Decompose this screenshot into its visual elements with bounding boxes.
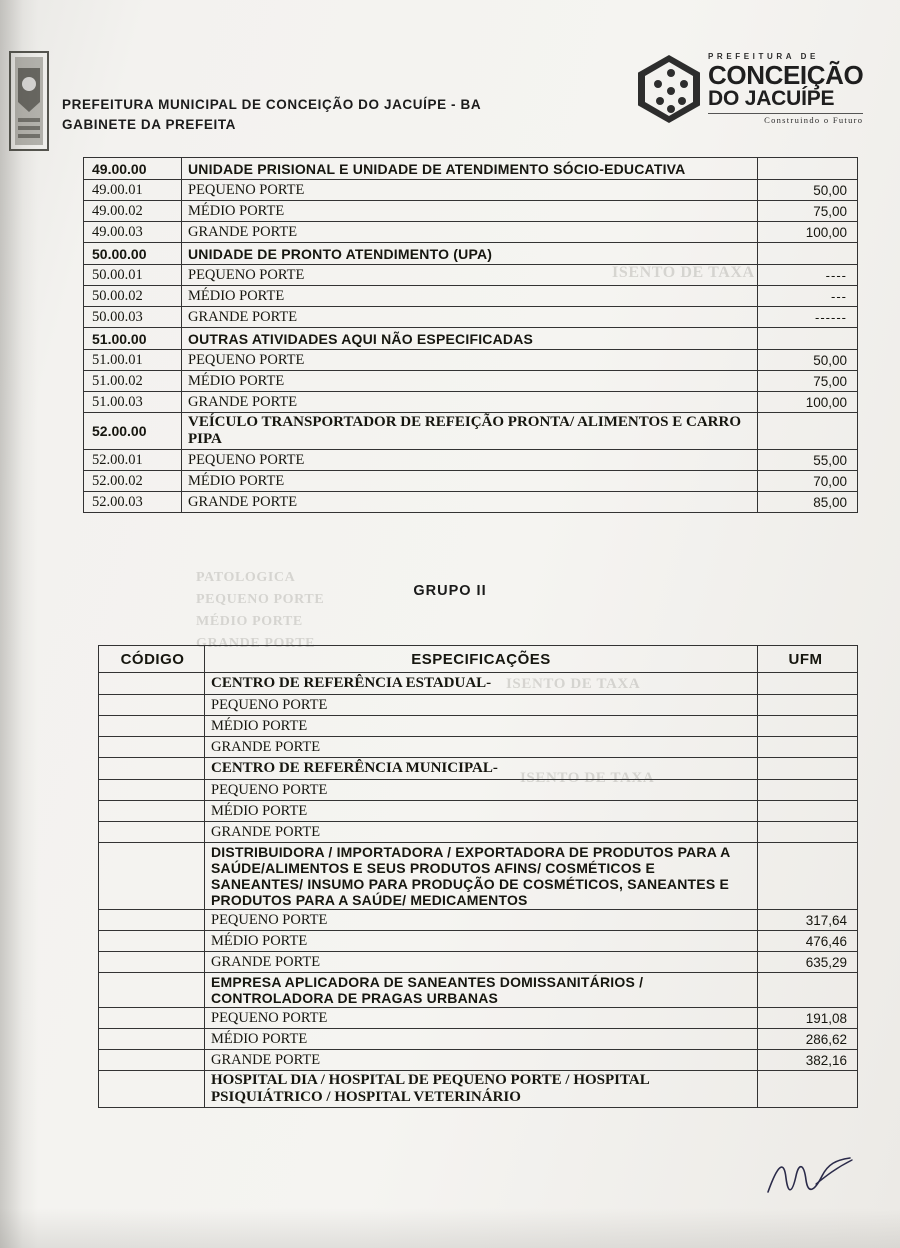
cell-value	[758, 737, 858, 758]
cell-code: 49.00.01	[84, 180, 182, 201]
logo-hexagon-icon	[638, 55, 700, 123]
cell-value	[758, 780, 858, 801]
table-row	[84, 471, 858, 492]
cell-code	[99, 695, 205, 716]
cell-code	[99, 780, 205, 801]
cell-value: 286,62	[758, 1029, 858, 1050]
table-row	[99, 822, 858, 843]
table-row	[84, 265, 858, 286]
cell-value	[758, 413, 858, 450]
cell-value: 476,46	[758, 931, 858, 952]
cell-specification: GRANDE PORTE	[182, 492, 758, 513]
logo-title: CONCEIÇÃO	[708, 60, 864, 91]
cell-specification: PEQUENO PORTE	[205, 910, 758, 931]
table-row	[84, 307, 858, 328]
table-row	[99, 910, 858, 931]
cell-specification: EMPRESA APLICADORA DE SANEANTES DOMISSANITÁRIOS / CONTROLADORA DE PRAGAS URBANAS	[205, 973, 758, 1008]
cell-code: 52.00.01	[84, 450, 182, 471]
table-row	[99, 737, 858, 758]
city-logo	[638, 52, 878, 126]
cell-value: 635,29	[758, 952, 858, 973]
cell-specification: MÉDIO PORTE	[205, 716, 758, 737]
bleed-through-text: PATOLOGICA	[196, 570, 296, 585]
cell-code	[99, 1071, 205, 1108]
bleed-through-text: GRANDE PORTE	[196, 636, 316, 651]
table-row	[99, 1029, 858, 1050]
cell-code: 49.00.02	[84, 201, 182, 222]
cell-specification: UNIDADE PRISIONAL E UNIDADE DE ATENDIMENTO SÓCIO-EDUCATIVA	[182, 158, 758, 180]
cell-specification: GRANDE PORTE	[205, 737, 758, 758]
cell-specification: VEÍCULO TRANSPORTADOR DE REFEIÇÃO PRONTA/ ALIMENTOS E CARRO PIPA	[182, 413, 758, 450]
cell-value: ---	[758, 286, 858, 307]
cell-specification: GRANDE PORTE	[205, 952, 758, 973]
cell-specification: GRANDE PORTE	[182, 392, 758, 413]
cell-specification: GRANDE PORTE	[205, 1050, 758, 1071]
table-row	[84, 201, 858, 222]
table-row	[84, 328, 858, 350]
municipal-crest-icon	[6, 48, 52, 154]
cell-code	[99, 822, 205, 843]
document-header	[62, 95, 481, 135]
signature-mark	[764, 1154, 854, 1200]
cell-value: 55,00	[758, 450, 858, 471]
cell-specification: DISTRIBUIDORA / IMPORTADORA / EXPORTADORA DE PRODUTOS PARA A SAÚDE/ALIMENTOS E SEUS PRODUTOS AFINS/ COSMÉTICOS E SANEANTES/ INSUMO PARA PRODUÇÃO DE COSMÉTICOS, SANEANTES E PRODUTOS PARA A SAÚDE/ MEDICAMENTOS	[205, 843, 758, 910]
cell-specification: PEQUENO PORTE	[205, 780, 758, 801]
cell-code	[99, 1050, 205, 1071]
cell-code: 50.00.01	[84, 265, 182, 286]
cell-specification: GRANDE PORTE	[205, 822, 758, 843]
cell-specification: MÉDIO PORTE	[182, 471, 758, 492]
table-row	[84, 180, 858, 201]
header-line-1: PREFEITURA MUNICIPAL DE CONCEIÇÃO DO JACUÍPE - BA	[62, 97, 482, 112]
bleed-through-text: ISENTO DE TAXA	[506, 676, 641, 692]
table-row	[99, 1008, 858, 1029]
table-row	[84, 158, 858, 180]
group-title: GRUPO II	[413, 583, 487, 599]
cell-value: 50,00	[758, 350, 858, 371]
bleed-through-text: ISENTO DE TAXA	[612, 264, 755, 281]
cell-specification: MÉDIO PORTE	[182, 371, 758, 392]
table-row	[84, 492, 858, 513]
cell-code: 52.00.03	[84, 492, 182, 513]
cell-code	[99, 1029, 205, 1050]
cell-code: 49.00.03	[84, 222, 182, 243]
table-row	[99, 758, 858, 780]
table-row	[99, 780, 858, 801]
cell-code	[99, 716, 205, 737]
table-row	[84, 350, 858, 371]
table-row	[84, 392, 858, 413]
cell-specification: PEQUENO PORTE	[182, 180, 758, 201]
cell-code: 50.00.03	[84, 307, 182, 328]
cell-code: 51.00.03	[84, 392, 182, 413]
cell-specification: UNIDADE DE PRONTO ATENDIMENTO (UPA)	[182, 243, 758, 265]
cell-value	[758, 673, 858, 695]
cell-code: 50.00.02	[84, 286, 182, 307]
table-row	[99, 716, 858, 737]
cell-specification: OUTRAS ATIVIDADES AQUI NÃO ESPECIFICADAS	[182, 328, 758, 350]
cell-code	[99, 843, 205, 910]
cell-specification: GRANDE PORTE	[182, 222, 758, 243]
cell-specification: PEQUENO PORTE	[182, 450, 758, 471]
table-row	[84, 222, 858, 243]
table-row	[99, 843, 858, 910]
cell-value	[758, 758, 858, 780]
cell-code	[99, 931, 205, 952]
table-group-ii	[98, 645, 858, 1108]
cell-specification: MÉDIO PORTE	[205, 801, 758, 822]
cell-value: 382,16	[758, 1050, 858, 1071]
table-row	[99, 673, 858, 695]
cell-specification: PEQUENO PORTE	[182, 265, 758, 286]
cell-value	[758, 695, 858, 716]
cell-value: 191,08	[758, 1008, 858, 1029]
table-row	[99, 1050, 858, 1071]
cell-value	[758, 973, 858, 1008]
cell-value	[758, 716, 858, 737]
column-header-code: CÓDIGO	[99, 646, 205, 673]
cell-code	[99, 952, 205, 973]
table-row	[99, 952, 858, 973]
logo-tagline: Construindo o Futuro	[708, 113, 863, 125]
cell-value	[758, 328, 858, 350]
cell-value: 85,00	[758, 492, 858, 513]
bleed-through-text: PEQUENO PORTE	[196, 592, 325, 607]
cell-specification: MÉDIO PORTE	[205, 1029, 758, 1050]
cell-value: 75,00	[758, 371, 858, 392]
table-row	[84, 413, 858, 450]
page-bottom-shadow	[0, 1208, 900, 1248]
cell-code	[99, 673, 205, 695]
table-row	[99, 931, 858, 952]
cell-specification: PEQUENO PORTE	[182, 350, 758, 371]
cell-value	[758, 843, 858, 910]
cell-specification: GRANDE PORTE	[182, 307, 758, 328]
cell-value: 100,00	[758, 222, 858, 243]
cell-value: 100,00	[758, 392, 858, 413]
cell-code: 52.00.00	[84, 413, 182, 450]
table-row	[99, 801, 858, 822]
cell-value	[758, 801, 858, 822]
table-row	[84, 243, 858, 265]
cell-specification: MÉDIO PORTE	[182, 201, 758, 222]
table-row	[84, 450, 858, 471]
cell-code	[99, 737, 205, 758]
table-row	[99, 973, 858, 1008]
table-row	[84, 371, 858, 392]
table-row	[84, 286, 858, 307]
cell-value	[758, 822, 858, 843]
cell-code: 51.00.02	[84, 371, 182, 392]
cell-code: 51.00.00	[84, 328, 182, 350]
table-row	[99, 1071, 858, 1108]
cell-code	[99, 910, 205, 931]
cell-code	[99, 1008, 205, 1029]
cell-value: ----	[758, 265, 858, 286]
cell-specification: PEQUENO PORTE	[205, 695, 758, 716]
header-line-2: GABINETE DA PREFEITA	[62, 117, 237, 132]
cell-code: 51.00.01	[84, 350, 182, 371]
cell-specification: HOSPITAL DIA / HOSPITAL DE PEQUENO PORTE / HOSPITAL PSIQUIÁTRICO / HOSPITAL VETERINÁRIO	[205, 1071, 758, 1108]
column-header-spec: ESPECIFICAÇÕES	[205, 646, 758, 673]
column-header-ufm: UFM	[758, 646, 858, 673]
table-row	[99, 695, 858, 716]
cell-value	[758, 158, 858, 180]
bleed-through-text: MÉDIO PORTE	[196, 614, 303, 629]
cell-code: 50.00.00	[84, 243, 182, 265]
cell-specification: MÉDIO PORTE	[205, 931, 758, 952]
cell-value: 70,00	[758, 471, 858, 492]
logo-pretitle: PREFEITURA DE	[708, 52, 819, 62]
cell-value	[758, 243, 858, 265]
table-group-i	[83, 157, 858, 513]
cell-specification: CENTRO DE REFERÊNCIA ESTADUAL-	[205, 673, 758, 695]
cell-value: 50,00	[758, 180, 858, 201]
cell-specification: MÉDIO PORTE	[182, 286, 758, 307]
logo-subtitle: DO JACUÍPE	[708, 87, 835, 111]
cell-value: 317,64	[758, 910, 858, 931]
cell-specification: PEQUENO PORTE	[205, 1008, 758, 1029]
cell-value	[758, 1071, 858, 1108]
cell-code	[99, 801, 205, 822]
page-edge-shadow	[0, 0, 38, 1248]
cell-specification: CENTRO DE REFERÊNCIA MUNICIPAL-	[205, 758, 758, 780]
bleed-through-text: ISENTO DE TAXA	[520, 770, 655, 786]
cell-value: ------	[758, 307, 858, 328]
cell-code	[99, 758, 205, 780]
table-header-row	[99, 646, 858, 673]
cell-code: 52.00.02	[84, 471, 182, 492]
cell-code: 49.00.00	[84, 158, 182, 180]
cell-value: 75,00	[758, 201, 858, 222]
cell-code	[99, 973, 205, 1008]
